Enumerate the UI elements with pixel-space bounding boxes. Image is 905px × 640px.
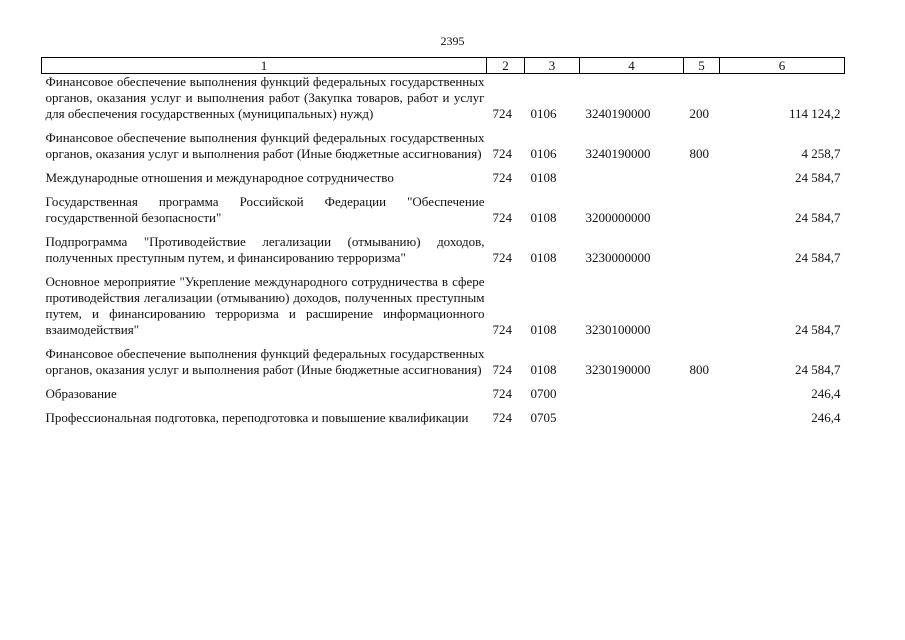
header-col-5: 5 [684,58,720,74]
row-name: Основное мероприятие "Укрепление международного сотрудничества в сфере противодействия легализации (отмыванию) доходов, полученных преступным путем, и финансированию терроризма и расширение информационного взаимодействия" [45,274,485,337]
row-name: Международные отношения и международное сотрудничество [45,170,394,185]
row-expense-type: 200 [689,106,709,121]
row-code: 724 [492,170,512,185]
row-target [580,402,684,426]
table-row [42,122,845,162]
row-amount: 24 584,7 [795,210,841,225]
row-amount: 114 124,2 [788,106,841,121]
row-name: Финансовое обеспечение выполнения функций федеральных государственных органов, оказания услуг и выполнения работ (Закупка товаров, работ и услуг для обеспечения государственных (муниципальных) нужд) [45,74,485,121]
row-amount: 24 584,7 [795,170,841,185]
row-section: 0705 [530,410,557,425]
row-expense-type [684,162,720,186]
row-code: 724 [492,250,512,265]
row-name: Финансовое обеспечение выполнения функций федеральных государственных органов, оказания услуг и выполнения работ (Иные бюджетные ассигнования) [45,346,485,377]
row-section: 0106 [530,106,557,121]
table-body [42,74,845,427]
header-col-2: 2 [487,58,525,74]
row-expense-type: 800 [689,146,709,161]
row-target: 3240190000 [585,146,651,161]
table-header [42,58,845,74]
row-amount: 24 584,7 [795,322,841,337]
row-code: 724 [492,322,512,337]
row-name: Образование [45,386,117,401]
row-section: 0108 [530,170,557,185]
row-name: Профессиональная подготовка, переподготовка и повышение квалификации [45,410,469,425]
row-target: 3200000000 [585,210,651,225]
row-expense-type [684,226,720,266]
page-number: 2395 [440,34,465,48]
row-target: 3240190000 [585,106,651,121]
table-row [42,378,845,402]
row-expense-type [684,186,720,226]
row-code: 724 [492,386,512,401]
row-target [580,162,684,186]
header-col-3: 3 [525,58,580,74]
row-amount: 24 584,7 [795,362,841,377]
row-code: 724 [492,210,512,225]
table-row [42,266,845,338]
budget-table [41,57,845,426]
table-row [42,186,845,226]
header-col-1: 1 [42,58,487,74]
row-code: 724 [492,106,512,121]
row-target: 3230000000 [585,250,651,265]
row-amount: 24 584,7 [795,250,841,265]
row-target: 3230100000 [585,322,651,337]
row-name: Финансовое обеспечение выполнения функций федеральных государственных органов, оказания услуг и выполнения работ (Иные бюджетные ассигнования) [45,130,485,161]
row-expense-type [684,402,720,426]
row-section: 0108 [530,250,557,265]
row-section: 0700 [530,386,557,401]
row-amount: 246,4 [811,410,841,425]
row-amount: 4 258,7 [801,146,841,161]
row-section: 0108 [530,362,557,377]
row-target: 3230190000 [585,362,651,377]
row-section: 0108 [530,210,557,225]
table-row [42,74,845,123]
row-name: Государственная программа Российской Федерации "Обеспечение государственной безопасности" [45,194,485,225]
row-name: Подпрограмма "Противодействие легализации (отмыванию) доходов, полученных преступным путем, и финансированию терроризма" [45,234,485,265]
row-code: 724 [492,362,512,377]
row-expense-type [684,378,720,402]
row-expense-type [684,266,720,338]
header-col-4: 4 [580,58,684,74]
row-amount: 246,4 [811,386,841,401]
row-target [580,378,684,402]
row-section: 0108 [530,322,557,337]
table-row [42,338,845,378]
row-section: 0106 [530,146,557,161]
table-row [42,162,845,186]
row-expense-type: 800 [689,362,709,377]
row-code: 724 [492,410,512,425]
table-row [42,402,845,426]
header-row [42,58,845,74]
row-code: 724 [492,146,512,161]
header-col-6: 6 [720,58,845,74]
table-row [42,226,845,266]
